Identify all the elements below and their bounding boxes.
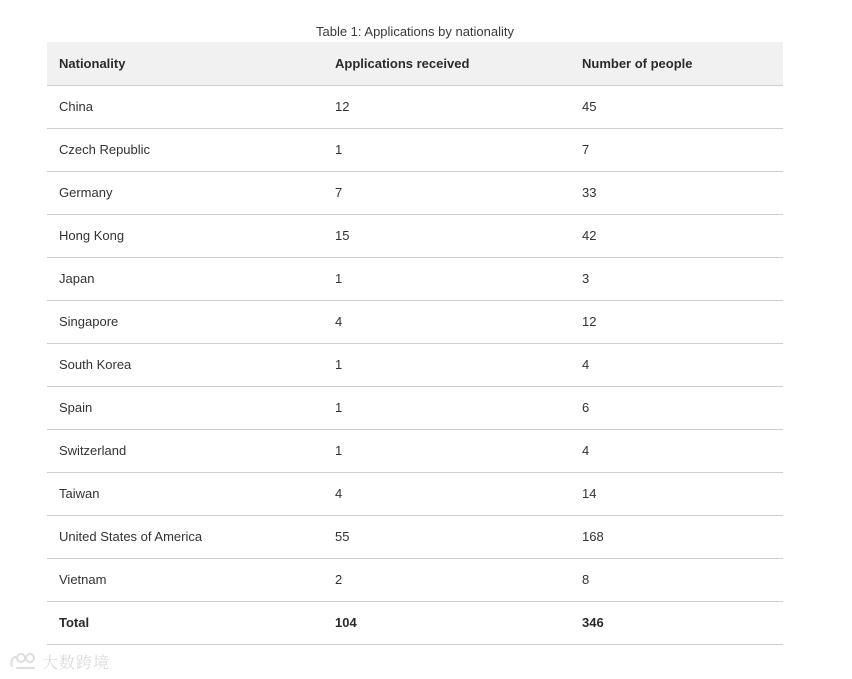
cell-applications: 4 (323, 300, 570, 343)
cell-applications: 2 (323, 558, 570, 601)
cell-people: 33 (570, 171, 783, 214)
cell-nationality: United States of America (47, 515, 323, 558)
table-row (47, 558, 783, 601)
cell-people: 14 (570, 472, 783, 515)
cell-people: 168 (570, 515, 783, 558)
cell-people: 3 (570, 257, 783, 300)
header-applications-received: Applications received (323, 42, 570, 85)
table-total-row (47, 601, 783, 644)
table-row (47, 300, 783, 343)
table-row (47, 171, 783, 214)
cell-people: 4 (570, 343, 783, 386)
cell-applications: 7 (323, 171, 570, 214)
table-row (47, 257, 783, 300)
cell-people: 42 (570, 214, 783, 257)
cell-nationality: Switzerland (47, 429, 323, 472)
watermark-logo-icon (8, 651, 38, 673)
cell-people: 6 (570, 386, 783, 429)
cell-applications: 55 (323, 515, 570, 558)
cell-people: 4 (570, 429, 783, 472)
watermark (8, 650, 110, 673)
cell-nationality: Hong Kong (47, 214, 323, 257)
table-row (47, 386, 783, 429)
header-number-of-people: Number of people (570, 42, 783, 85)
cell-nationality: Vietnam (47, 558, 323, 601)
cell-applications: 1 (323, 257, 570, 300)
nationality-table (47, 42, 783, 645)
cell-people: 12 (570, 300, 783, 343)
cell-applications: 12 (323, 85, 570, 128)
cell-nationality: Japan (47, 257, 323, 300)
cell-nationality: Singapore (47, 300, 323, 343)
cell-people: 7 (570, 128, 783, 171)
cell-nationality: Taiwan (47, 472, 323, 515)
table-header-row (47, 42, 783, 85)
table-row (47, 472, 783, 515)
cell-nationality: Germany (47, 171, 323, 214)
header-nationality: Nationality (47, 42, 323, 85)
cell-applications: 1 (323, 386, 570, 429)
table-row (47, 343, 783, 386)
cell-nationality: Czech Republic (47, 128, 323, 171)
cell-nationality: China (47, 85, 323, 128)
table-row (47, 515, 783, 558)
total-label: Total (47, 601, 323, 644)
cell-applications: 15 (323, 214, 570, 257)
table-caption: Table 1: Applications by nationality (315, 24, 514, 39)
cell-nationality: Spain (47, 386, 323, 429)
cell-people: 45 (570, 85, 783, 128)
total-applications: 104 (323, 601, 570, 644)
cell-people: 8 (570, 558, 783, 601)
table-row (47, 429, 783, 472)
total-people: 346 (570, 601, 783, 644)
cell-nationality: South Korea (47, 343, 323, 386)
table-row (47, 85, 783, 128)
watermark-text: 大数跨境 (42, 653, 111, 672)
cell-applications: 1 (323, 343, 570, 386)
cell-applications: 1 (323, 128, 570, 171)
cell-applications: 1 (323, 429, 570, 472)
table-row (47, 128, 783, 171)
table-row (47, 214, 783, 257)
cell-applications: 4 (323, 472, 570, 515)
